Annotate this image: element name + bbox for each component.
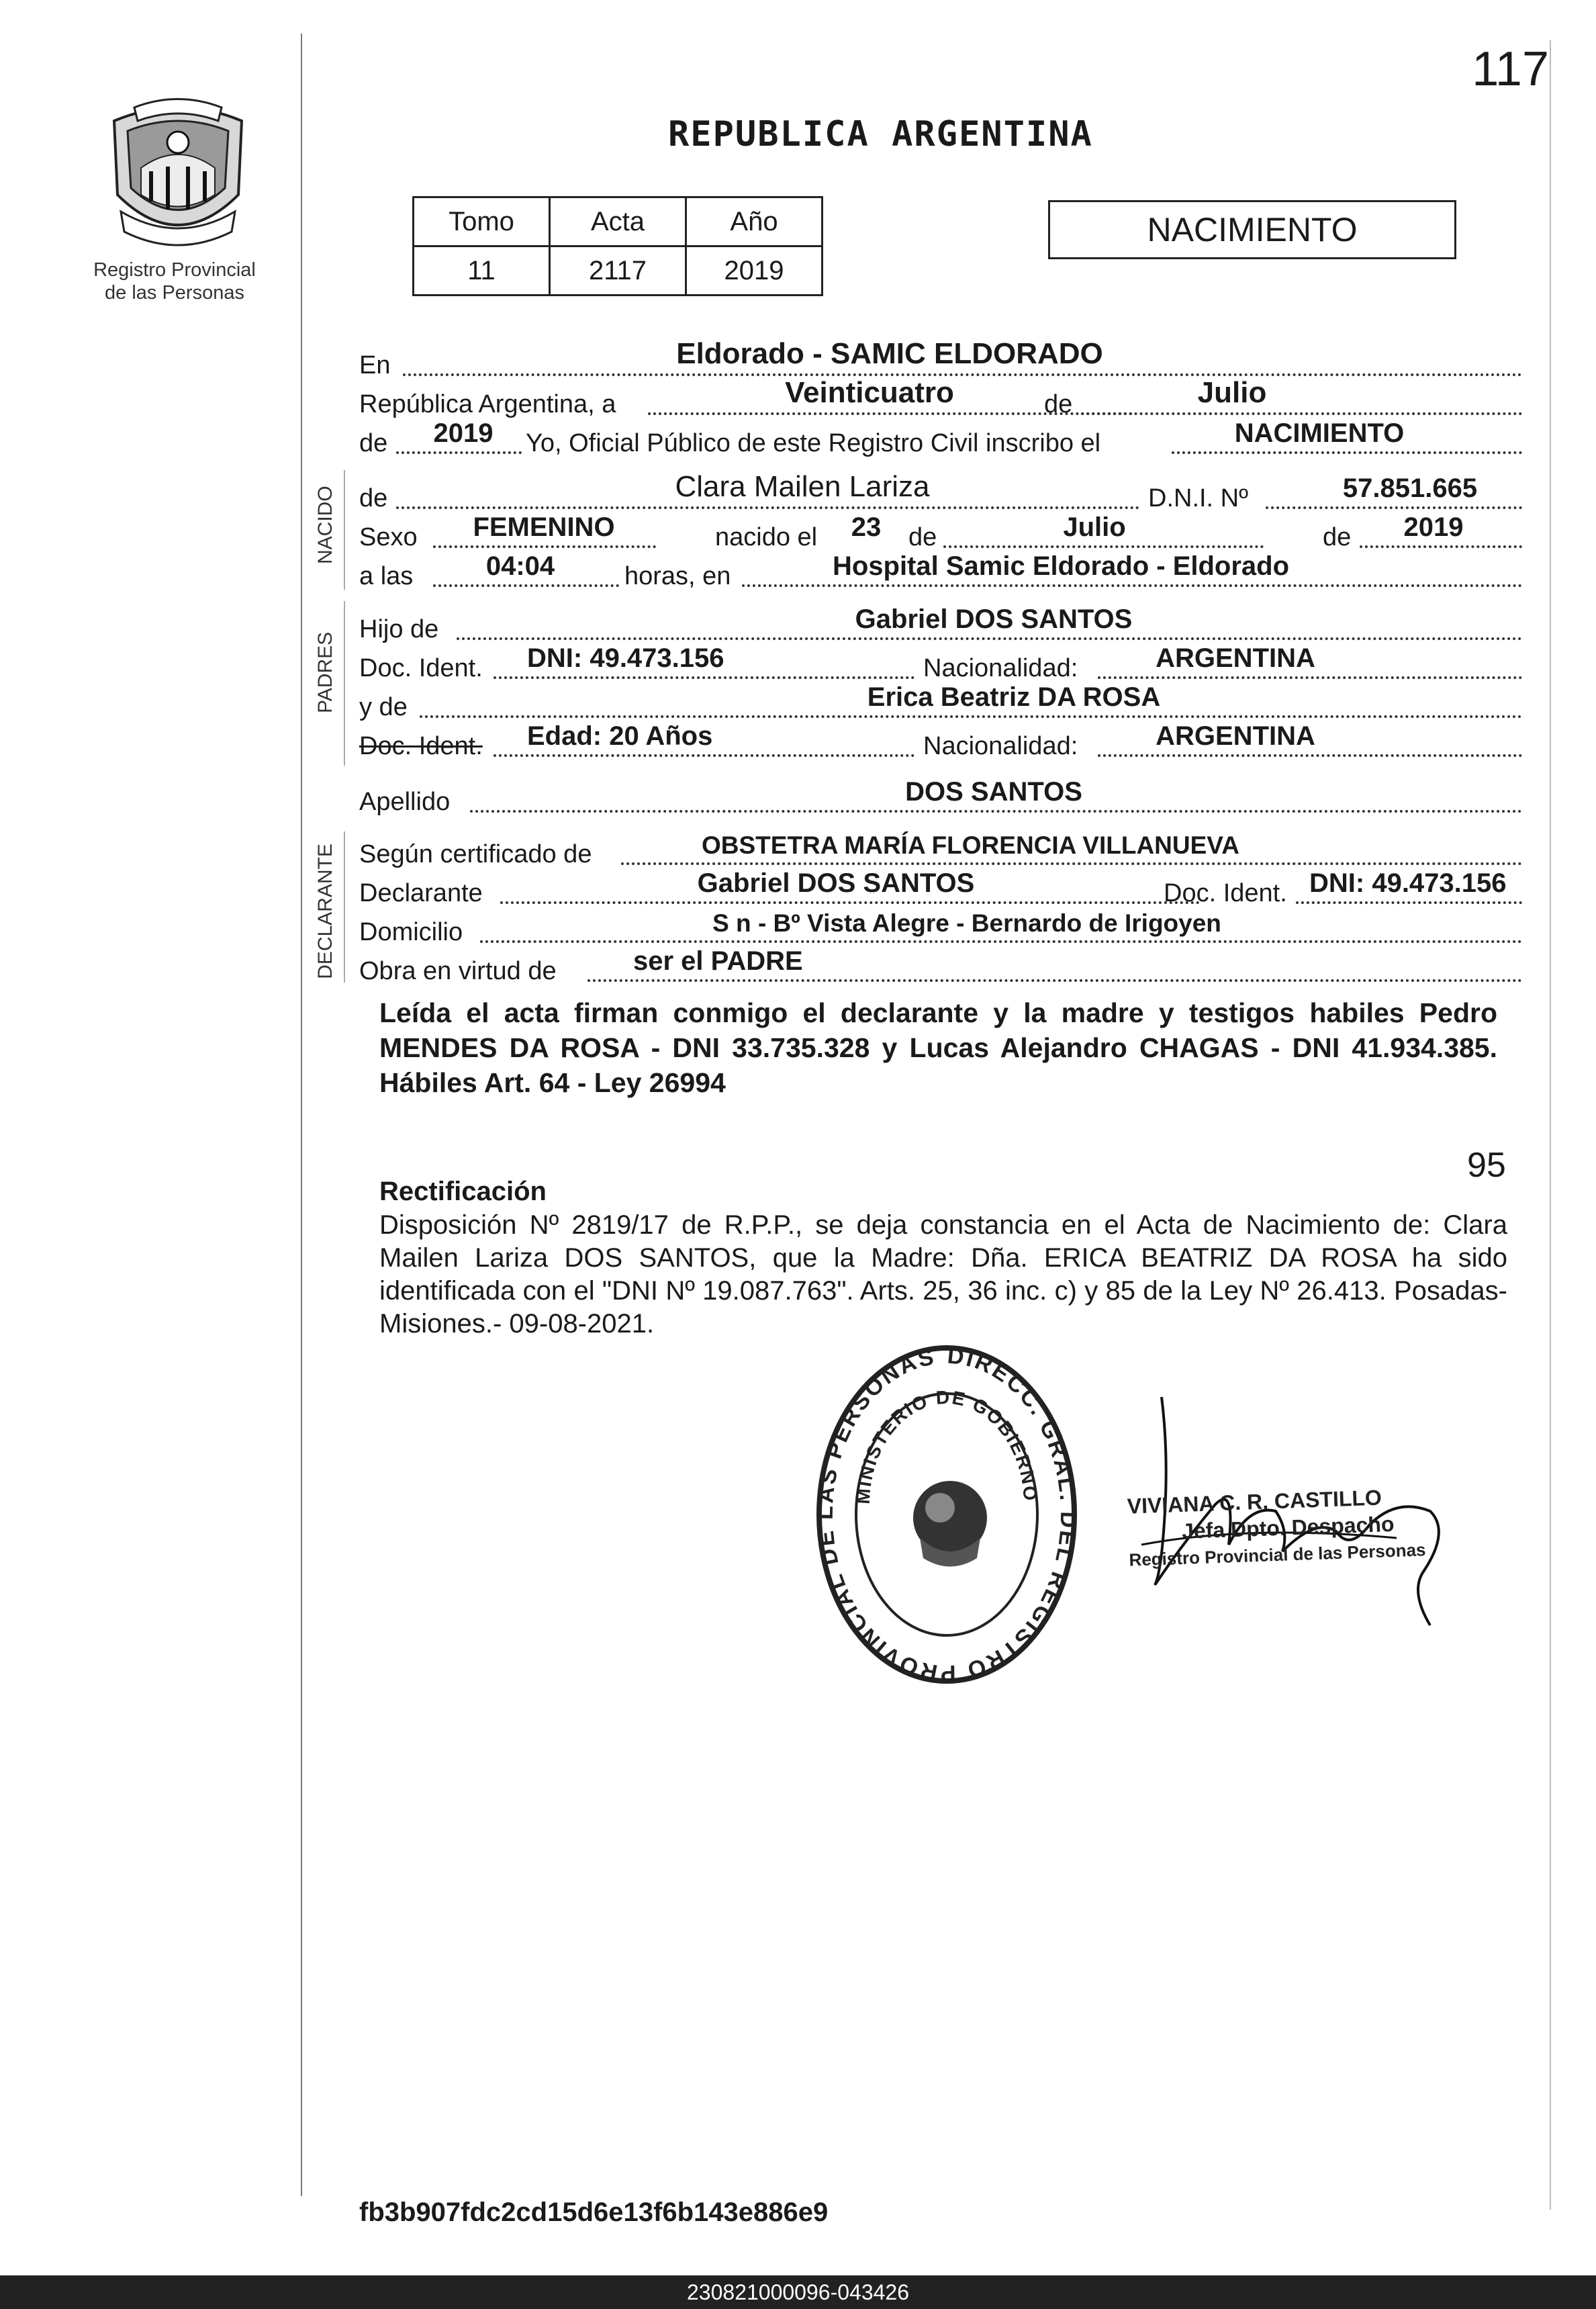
label-nacionalidad: Nacionalidad: — [923, 654, 1078, 682]
row-padre — [359, 606, 1522, 647]
label-nacionalidad-2: Nacionalidad: — [923, 732, 1078, 760]
value-sexo: FEMENINO — [473, 512, 615, 542]
seal-inner-text: MINISTERIO DE GOBIERNO — [852, 1386, 1041, 1505]
value-declarante-doc: DNI: 49.473.156 — [1309, 868, 1507, 898]
row-padre-doc — [359, 645, 1522, 686]
value-dni: 57.851.665 — [1342, 473, 1478, 503]
value-hora: 04:04 — [485, 551, 555, 581]
row-madre — [359, 684, 1522, 725]
label-declarante: Declarante — [359, 879, 483, 907]
header-anio: Año — [686, 197, 823, 246]
row-certificado — [359, 831, 1522, 872]
record-type-box: NACIMIENTO — [1048, 200, 1456, 259]
dotted-line — [457, 637, 1522, 640]
label-republica: República Argentina, a — [359, 390, 616, 418]
value-anio: 2019 — [686, 246, 823, 296]
page-title: REPUBLICA ARGENTINA — [668, 114, 1093, 154]
dotted-line — [420, 715, 1522, 718]
label-y-de: y de — [359, 693, 408, 721]
value-mes-inscripcion: Julio — [1197, 376, 1267, 409]
value-lugar-nac: Hospital Samic Eldorado - Eldorado — [832, 551, 1290, 581]
dotted-line — [742, 584, 1522, 587]
dotted-line — [943, 545, 1264, 548]
section-line-padres — [344, 601, 345, 766]
header-tomo: Tomo — [414, 197, 550, 246]
label-sexo: Sexo — [359, 523, 418, 551]
dotted-line — [621, 862, 1522, 865]
value-anio-inscripcion: 2019 — [433, 418, 494, 448]
footer-code-bar: 230821000096-043426 — [0, 2275, 1596, 2309]
dotted-line — [403, 373, 1522, 376]
value-nombre: Clara Mailen Lariza — [675, 470, 930, 503]
section-line-nacido — [344, 470, 345, 590]
signature-stamp — [1127, 1482, 1426, 1573]
province-crest-icon — [101, 94, 255, 255]
side-label-padres: PADRES — [314, 631, 336, 713]
label-hijo-de: Hijo de — [359, 615, 439, 643]
signature-stamp-line-1: VIVIANA C. R. CASTILLO — [1127, 1485, 1382, 1519]
document-hash: fb3b907fdc2cd15d6e13f6b143e886e9 — [359, 2198, 829, 2227]
label-dni: D.N.I. Nº — [1148, 484, 1248, 512]
marginal-number: 95 — [1467, 1146, 1506, 1185]
value-dia-nac: 23 — [851, 512, 882, 542]
rectificacion-body: Disposición Nº 2819/17 de R.P.P., se deja constancia en el Acta de Nacimiento de: Clara Mailen Lariza DOS SANTOS, que la Madre: Dña. ERICA BEATRIZ DA ROSA ha sido identificada con el "DNI Nº 19.087.763". Arts. 25, 36 inc. c) y 85 de la Ley Nº 26.413. Posadas- Misiones.- 09-08-2021. — [379, 1210, 1507, 1339]
page-number: 117 — [1472, 42, 1549, 96]
crest-caption-line-1: Registro Provincial — [93, 259, 256, 281]
dotted-line — [433, 584, 619, 587]
label-horas-en: horas, en — [624, 562, 731, 590]
record-table — [412, 196, 823, 296]
value-tipo: NACIMIENTO — [1234, 418, 1405, 448]
dotted-line — [1098, 676, 1522, 679]
label-yo-oficial: Yo, Oficial Público de este Registro Civil inscribo el — [526, 429, 1101, 457]
label-a-las: a las — [359, 562, 414, 590]
value-domicilio: S n - Bº Vista Alegre - Bernardo de Irigoyen — [712, 909, 1221, 937]
value-apellido: DOS SANTOS — [905, 777, 1082, 807]
side-label-nacido: NACIDO — [314, 486, 336, 564]
value-dia-inscripcion: Veinticuatro — [785, 376, 954, 409]
dotted-line — [494, 754, 914, 757]
value-virtud: ser el PADRE — [633, 946, 803, 976]
label-de-anio: de — [1323, 523, 1352, 551]
row-apellido — [359, 779, 1522, 819]
closing-text: Leída el acta firman conmigo el declarante y la madre y testigos habiles Pedro MENDES DA ROSA - DNI 33.735.328 y Lucas Alejandro CHAGAS - DNI 41.934.385. Hábiles Art. 64 - Ley 26994 — [379, 997, 1497, 1098]
dotted-line — [480, 940, 1522, 943]
dotted-line — [470, 810, 1522, 813]
value-anio-nac: 2019 — [1403, 512, 1464, 542]
label-apellido: Apellido — [359, 788, 451, 816]
signature-stamp-line-2: Jefa Dpto. Despacho — [1181, 1511, 1395, 1543]
dotted-line — [1098, 754, 1522, 757]
dotted-line — [396, 506, 1139, 509]
label-segun-certificado: Según certificado de — [359, 840, 592, 868]
row-nombre — [359, 470, 1522, 516]
dotted-line — [588, 979, 1522, 982]
dotted-line — [433, 545, 656, 548]
side-label-declarante: DECLARANTE — [314, 844, 336, 979]
value-tomo: 11 — [414, 246, 550, 296]
row-hora — [359, 553, 1522, 594]
value-lugar: Eldorado - SAMIC ELDORADO — [676, 337, 1103, 370]
dotted-line — [1266, 506, 1522, 509]
label-domicilio: Domicilio — [359, 918, 463, 946]
right-edge-line — [1550, 40, 1551, 2210]
crest-caption-line-2: de las Personas — [105, 282, 244, 304]
label-de-nombre: de — [359, 484, 388, 512]
dotted-line — [494, 676, 914, 679]
label-de-year: de — [359, 429, 388, 457]
value-certificado: OBSTETRA MARÍA FLORENCIA VILLANUEVA — [702, 831, 1239, 859]
seal-outer-text: DIRECC. GRAL. DEL REGISTRO PROVINCIAL DE LAS PERSONAS — [812, 1343, 1081, 1686]
row-madre-doc — [359, 723, 1522, 764]
value-madre-nac: ARGENTINA — [1156, 721, 1315, 751]
rectificacion-title: Rectificación — [379, 1177, 547, 1206]
dotted-line — [500, 901, 1200, 904]
value-madre-doc: Edad: 20 Años — [527, 721, 713, 751]
dotted-line — [1360, 545, 1522, 548]
row-republica — [359, 376, 1522, 422]
label-en: En — [359, 351, 391, 379]
section-line-declarante — [344, 831, 345, 983]
dotted-line — [1081, 412, 1522, 415]
value-padre-nac: ARGENTINA — [1156, 643, 1315, 673]
label-obra-en-virtud: Obra en virtud de — [359, 957, 557, 985]
value-padre: Gabriel DOS SANTOS — [855, 604, 1133, 634]
value-mes-nac: Julio — [1063, 512, 1126, 542]
signature-stamp-line-3: Registro Provincial de las Personas — [1129, 1539, 1426, 1570]
crest-caption — [64, 259, 285, 304]
label-doc-ident-2: Doc. Ident. — [359, 732, 483, 760]
dotted-line — [396, 451, 522, 454]
header-acta: Acta — [550, 197, 686, 246]
label-nacido-el: nacido el — [715, 523, 818, 551]
dotted-line — [1296, 901, 1522, 904]
value-acta: 2117 — [550, 246, 686, 296]
margin-line — [301, 34, 302, 2196]
row-yo-oficial — [359, 420, 1522, 461]
label-doc-ident-declarante: Doc. Ident. — [1164, 879, 1287, 907]
row-sexo — [359, 514, 1522, 555]
dotted-line — [1172, 451, 1522, 454]
value-declarante: Gabriel DOS SANTOS — [697, 868, 975, 898]
label-doc-ident: Doc. Ident. — [359, 654, 483, 682]
row-domicilio — [359, 909, 1522, 950]
official-seal-icon — [812, 1337, 1081, 1686]
row-declarante — [359, 870, 1522, 911]
value-madre: Erica Beatriz DA ROSA — [867, 682, 1161, 712]
label-de-mes: de — [908, 523, 937, 551]
value-padre-doc: DNI: 49.473.156 — [527, 643, 724, 673]
label-de: de — [1044, 390, 1073, 418]
row-virtud — [359, 948, 1522, 989]
